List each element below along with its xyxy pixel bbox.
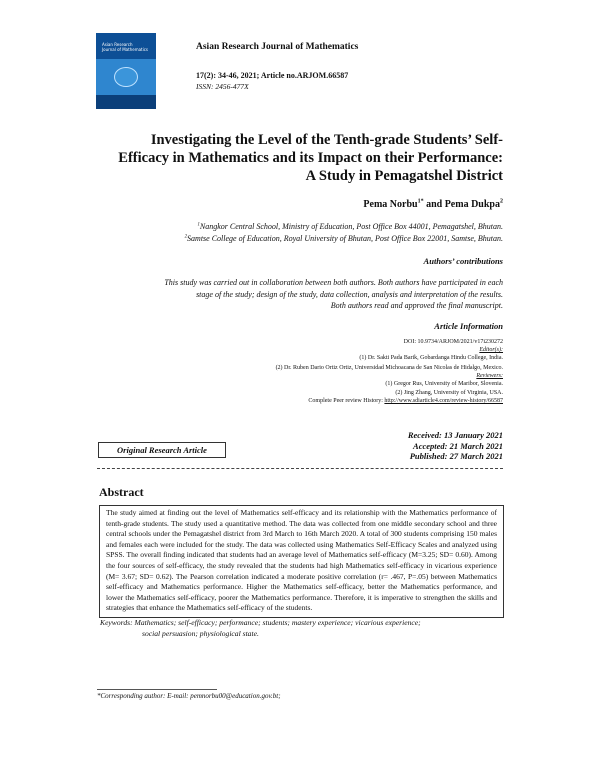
author-2: Pema Dukpa bbox=[444, 199, 500, 210]
keywords-line-1: Mathematics; self-efficacy; performance; students; mastery experience; vicarious experience; bbox=[134, 618, 421, 627]
contributions-text bbox=[100, 277, 503, 312]
affiliation-2-mark: 2 bbox=[184, 234, 188, 240]
affiliation-1 bbox=[100, 222, 503, 231]
published-date: Published: 27 March 2021 bbox=[409, 451, 503, 461]
peer-review-history-link[interactable]: http://www.sdiarticle4.com/review-history/66587 bbox=[384, 398, 503, 404]
peer-review-history bbox=[100, 398, 503, 404]
editors-label: Editor(s): bbox=[479, 347, 503, 353]
editor-2: (2) Dr. Ruben Dario Ortiz Ortiz, Universidad Michoacana de San Nicolas de Hidalgo, Mexico. bbox=[275, 365, 503, 371]
accepted-date: Accepted: 21 March 2021 bbox=[413, 441, 503, 451]
contributions-heading: Authors’ contributions bbox=[423, 256, 503, 266]
abstract-text: The study aimed at finding out the level of Mathematics self-efficacy and its relationship with the Mathematics performance of tenth-grade students. The study used a quantitative method. The data was collected from one middle secondary school and three central schools under the Pemagatshel district from 3rd March to 16th March 2020. A total of 300 students comprising 150 males and females each were included for the study. The data was collected using Mathematics Self-Efficacy Scales and analyzed using SPSS. The overall finding indicated that students had an average level of Mathematics self-efficacy (M=3.25; SD= 0.60). Among the four sources of self-efficacy, the study revealed that the students had high Mathematics self-efficacy in vicarious experience (M= 3.67; SD= 0.62). The Pearson correlation indicated a moderate positive correlation (r= .467, P=.05) between Mathematics self-efficacy and Mathematics performance. Higher the Mathematics self-efficacy, better the Mathematics performance, and lower the Mathematics self-efficacy, poorer the Mathematics performance. Therefore, it is imperative to strengthen the skills and strategies that enhance the Mathematics self-efficacy of the students. bbox=[99, 505, 504, 618]
logo-band-bottom bbox=[96, 95, 156, 109]
keywords-label: Keywords: bbox=[100, 618, 135, 627]
editor-1: (1) Dr. Sakti Pada Barik, Gobardanga Hindu College, India. bbox=[359, 355, 503, 361]
corresponding-author-footnote: *Corresponding author: E-mail: pemnorbu00@education.gov.bt; bbox=[97, 692, 281, 700]
abstract-heading: Abstract bbox=[99, 485, 144, 499]
author-2-affiliation-mark: 2 bbox=[500, 198, 503, 205]
author-conjunction: and bbox=[423, 199, 445, 210]
author-list bbox=[100, 199, 503, 210]
affiliation-2-text: Samtse College of Education, Royal University of Bhutan, Post Office Box 22001, Samtse, Bhutan. bbox=[187, 234, 503, 243]
paper-title bbox=[100, 131, 503, 185]
reviewers-label: Reviewers: bbox=[476, 373, 503, 379]
logo-emblem-icon bbox=[114, 67, 138, 87]
journal-issn: ISSN: 2456-477X bbox=[196, 82, 249, 91]
reviewer-1: (1) Gregor Rus, University of Maribor, Slovenia. bbox=[385, 381, 503, 387]
doi: DOI: 10.9734/ARJOM/2021/v17i230272 bbox=[403, 339, 503, 345]
title-line-2: Efficacy in Mathematics and its Impact on their Performance: bbox=[118, 150, 503, 166]
journal-name: Asian Research Journal of Mathematics bbox=[196, 42, 359, 52]
article-info-heading: Article Information bbox=[434, 321, 503, 331]
author-1: Pema Norbu bbox=[363, 199, 418, 210]
received-date: Received: 13 January 2021 bbox=[407, 430, 503, 440]
title-line-3: A Study in Pemagatshel District bbox=[305, 168, 503, 184]
footnote-rule bbox=[97, 689, 217, 690]
journal-logo bbox=[96, 33, 156, 109]
journal-issue: 17(2): 34-46, 2021; Article no.ARJOM.66587 bbox=[196, 71, 349, 80]
author-1-affiliation-mark: 1* bbox=[417, 198, 424, 205]
affiliation-1-mark: 1 bbox=[197, 222, 200, 228]
affiliation-2 bbox=[100, 234, 503, 243]
article-type-badge: Original Research Article bbox=[98, 442, 226, 458]
contributions-line-2: stage of the study; design of the study, data collection, analysis and interpretation of the results. bbox=[196, 289, 503, 299]
contributions-line-3: Both authors read and approved the final manuscript. bbox=[330, 301, 503, 310]
title-line-1: Investigating the Level of the Tenth-grade Students’ Self- bbox=[150, 132, 503, 148]
contributions-line-1: This study was carried out in collaboration between both authors. Both authors have participated in each bbox=[164, 278, 503, 287]
keywords-line-2: social persuasion; physiological state. bbox=[142, 629, 259, 638]
section-divider bbox=[97, 468, 503, 469]
keywords bbox=[100, 617, 503, 639]
logo-text-line-1: Asian Research bbox=[102, 42, 133, 47]
logo-text-line-2: Journal of Mathematics bbox=[102, 47, 149, 52]
reviewer-2: (2) Jing Zhang, University of Virginia, USA. bbox=[395, 390, 503, 396]
affiliation-1-text: Nangkor Central School, Ministry of Education, Post Office Box 44001, Pemagatshel, Bhutan. bbox=[199, 222, 503, 231]
peer-review-history-label: Complete Peer review History: bbox=[308, 398, 385, 404]
